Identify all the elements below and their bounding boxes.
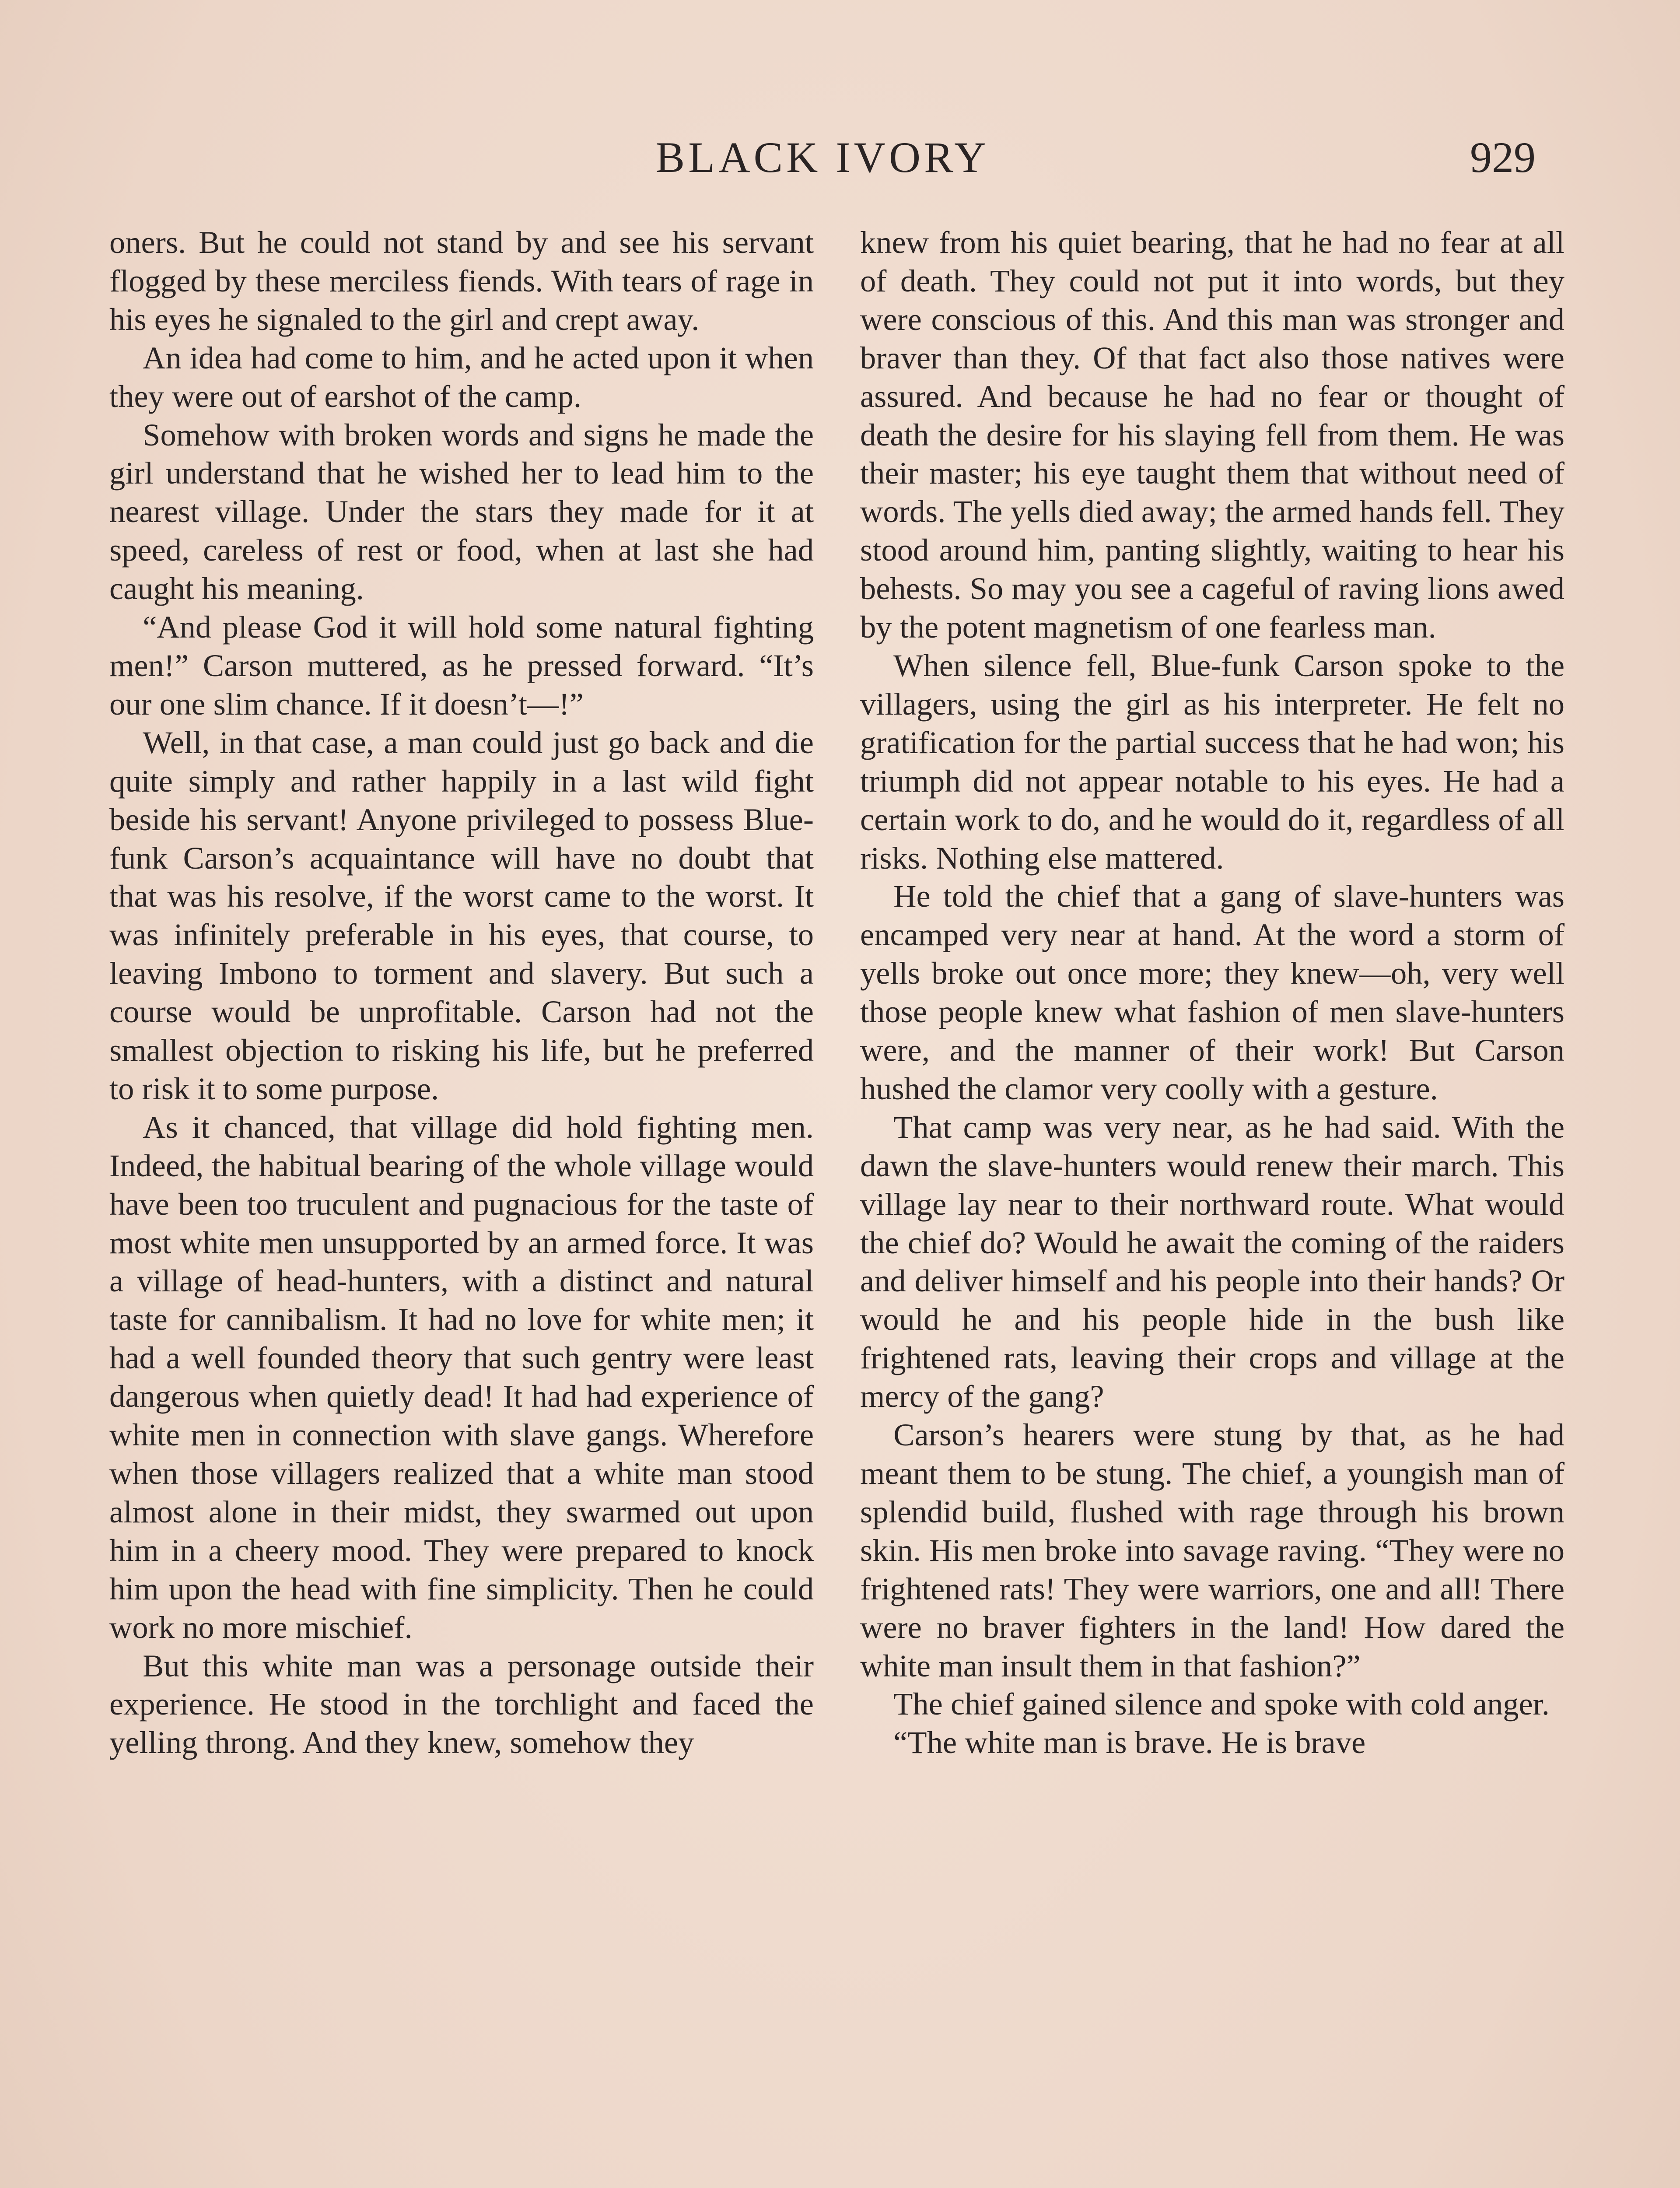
running-header — [109, 127, 1536, 188]
paragraph: That camp was very near, as he had said. With the dawn the slave-hunters would renew their march. This village lay near to their northward route. What would the chief do? Would he await the coming of the raiders and deliver himself and his people into their hands? Or would he and his people hide in the bush like frightened rats, leaving their crops and village at the mercy of the gang? — [860, 1109, 1564, 1414]
paragraph: An idea had come to him, and he acted upon it when they were out of earshot of the camp. — [109, 340, 814, 414]
paragraph: Well, in that case, a man could just go back and die quite simply and rather happily in a last wild fight beside his servant! Anyone privileged to possess Blue-funk Carson’s acquaintance will have no doubt that that was his resolve, if the worst came to the worst. It was infinitely preferable in his eyes, that course, to leaving Imbono to torment and slavery. But such a course would be unprofitable. Carson had not the smallest objection to risking his life, but he preferred to risk it to some purpose. — [109, 724, 814, 1106]
paragraph: Somehow with broken words and signs he made the girl understand that he wished her to lead him to the nearest village. Under the stars they made for it at speed, careless of rest or food, when at last she had caught his meaning. — [109, 417, 814, 607]
paragraph: “The white man is brave. He is brave — [893, 1725, 1366, 1760]
paragraph: “And please God it will hold some natural fighting men!” Carson muttered, as he pressed forward. “It’s our one slim chance. If it doesn’t—!” — [109, 609, 814, 722]
page-number: 929 — [1470, 133, 1536, 182]
paragraph: He told the chief that a gang of slave-hunters was encamped very near at hand. At the word a storm of yells broke out once more; they knew—oh, very well those people knew what fashion of men slave-hunters were, and the manner of their work! But Carson hushed the clamor very coolly with a gesture. — [860, 878, 1564, 1106]
right-column — [860, 223, 1564, 1762]
paragraph: The chief gained silence and spoke with cold anger. — [893, 1686, 1550, 1722]
paragraph: oners. But he could not stand by and see his servant flogged by these merciless fiends. With tears of rage in his eyes he signaled to the girl and crept away. — [109, 224, 814, 337]
paragraph: As it chanced, that village did hold fighting men. Indeed, the habitual bearing of the whole village would have been too truculent and pugnacious for the taste of most white men unsupported by an armed force. It was a village of head-hunters, with a distinct and natural taste for cannibalism. It had no love for white men; it had a well founded theory that such gentry were least dangerous when quietly dead! It had had experience of white men in connection with slave gangs. Wherefore when those villagers realized that a white man stood almost alone in their midst, they swarmed out upon him in a cheery mood. They were prepared to knock him upon the head with fine simplicity. Then he could work no more mischief. — [109, 1109, 814, 1645]
running-title: BLACK IVORY — [655, 133, 990, 182]
left-column — [109, 223, 814, 1762]
paragraph: When silence fell, Blue-funk Carson spoke to the villagers, using the girl as his interpreter. He felt no gratification for the partial success that he had won; his triumph did not appear notable to his eyes. He had a certain work to do, and he would do it, regardless of all risks. Nothing else mattered. — [860, 647, 1564, 876]
paragraph: Carson’s hearers were stung by that, as he had meant them to be stung. The chief, a youngish man of splendid build, flushed with rage through his brown skin. His men broke into savage raving. “They were no frightened rats! They were warriors, one and all! There were no braver fighters in the land! How dared the white man insult them in that fashion?” — [860, 1417, 1564, 1683]
paragraph: But this white man was a personage outside their experience. He stood in the torchlight and faced the yelling throng. And they knew, somehow they — [109, 1648, 814, 1760]
paragraph: knew from his quiet bearing, that he had no fear at all of death. They could not put it into words, but they were conscious of this. And this man was stronger and braver than they. Of that fact also those natives were assured. And because he had no fear or thought of death the desire for his slaying fell from them. He was their master; his eye taught them that without need of words. The yells died away; the armed hands fell. They stood around him, panting slightly, waiting to hear his behests. So may you see a cageful of raving lions awed by the potent magnetism of one fearless man. — [860, 224, 1564, 645]
